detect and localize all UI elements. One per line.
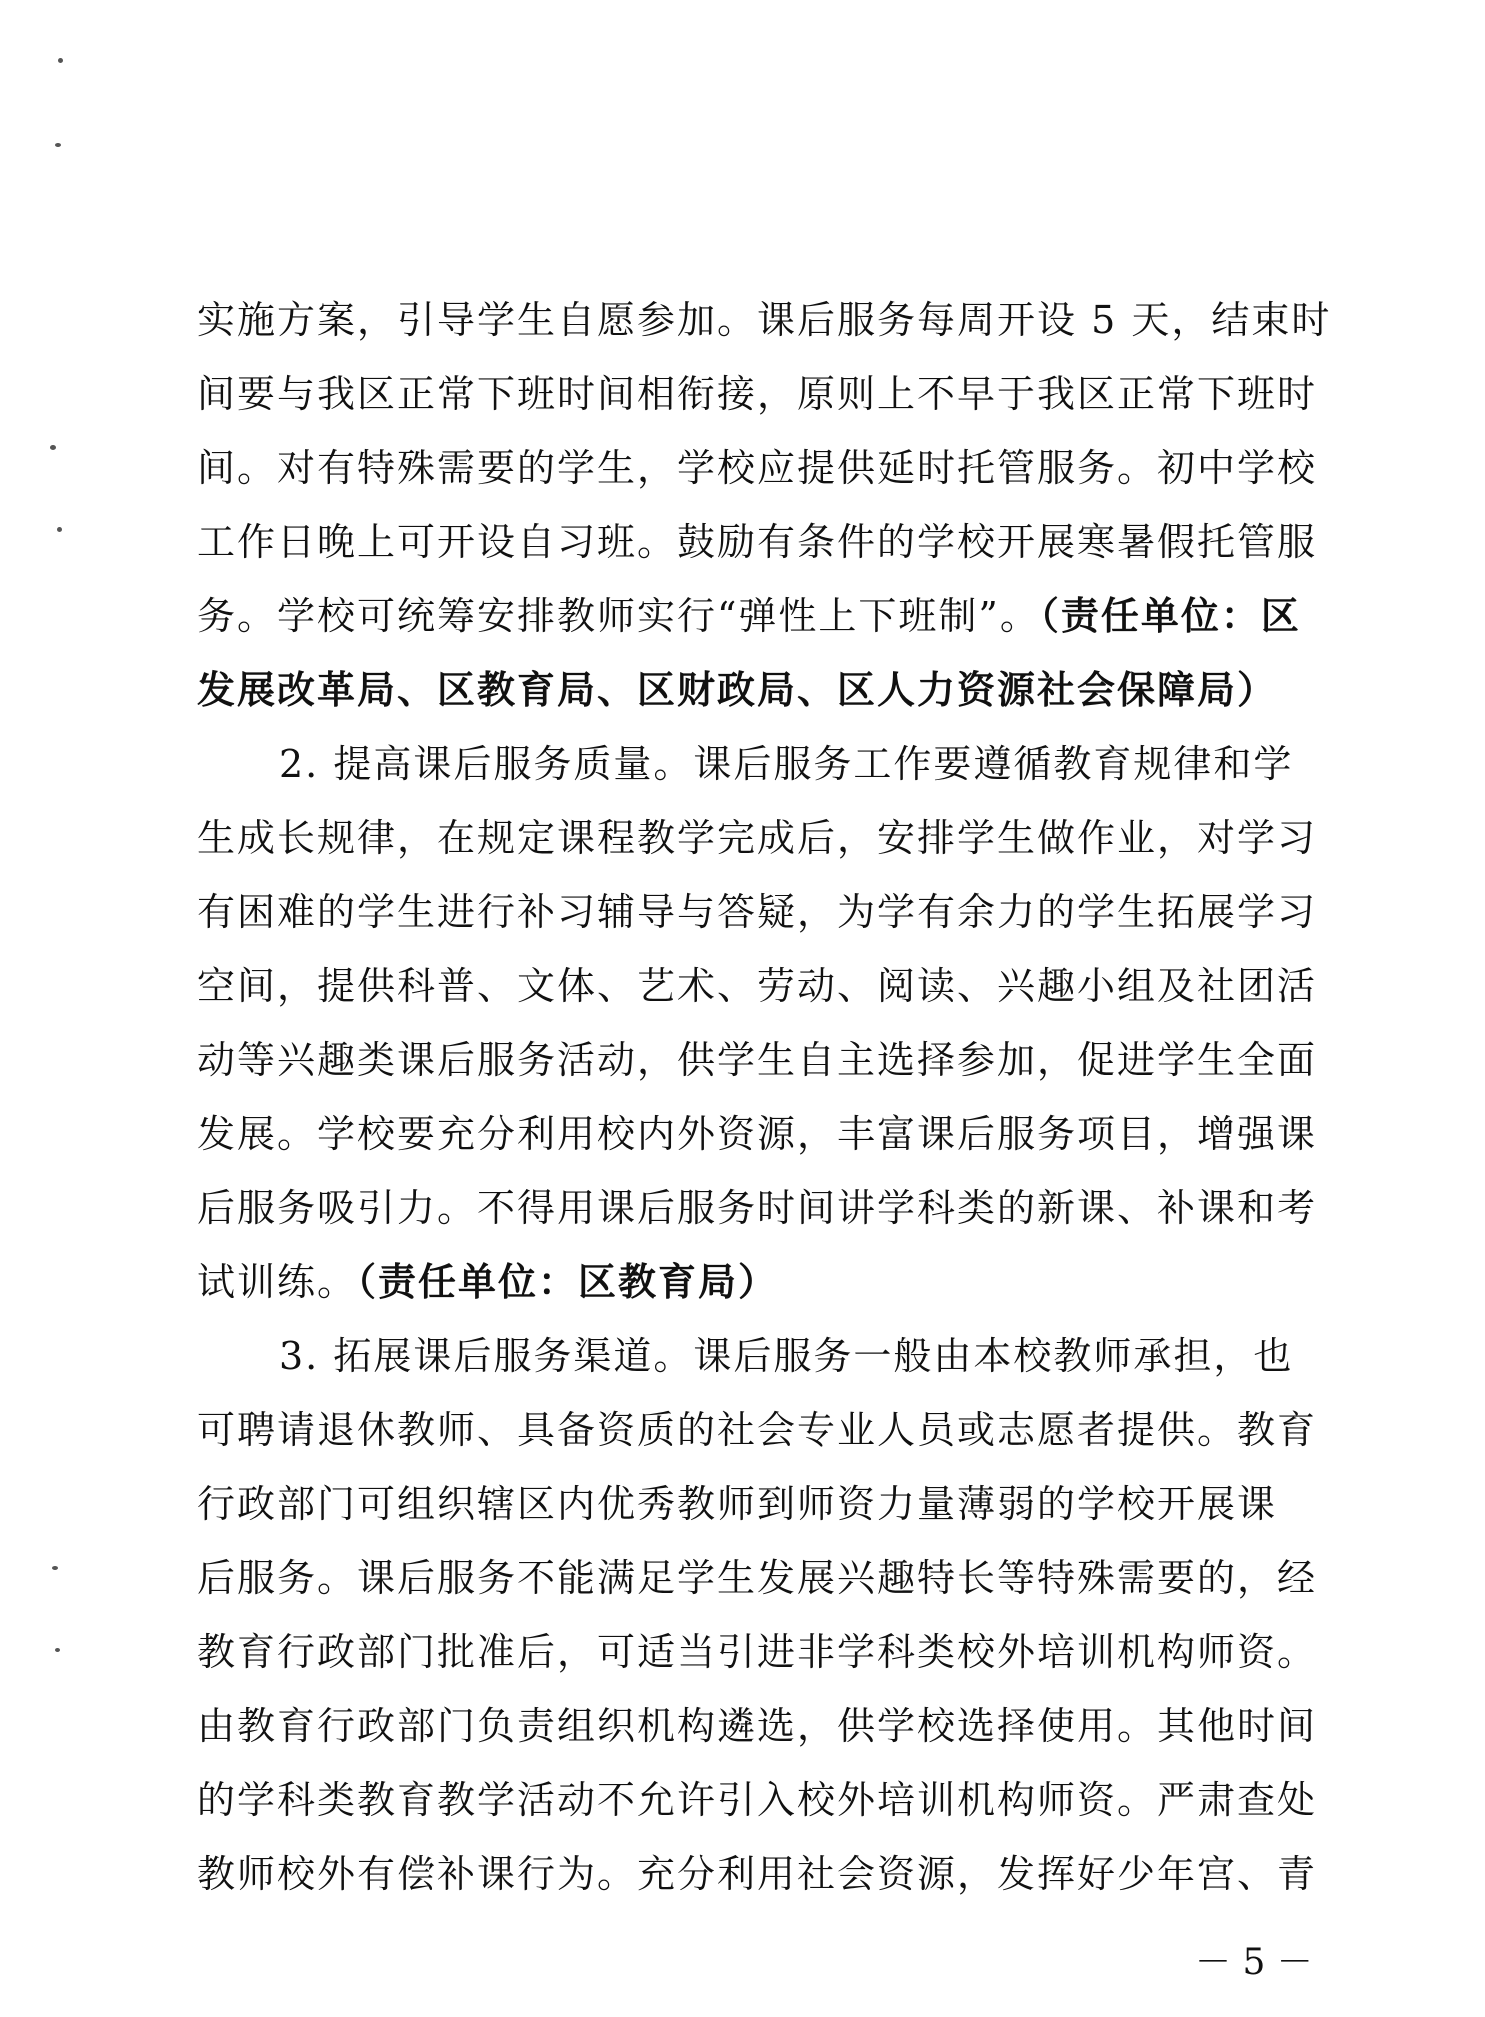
text-line: 有困难的学生进行补习辅导与答疑，为学有余力的学生拓展学习 (197, 890, 1318, 934)
text-line: 2. 提高课后服务质量。课后服务工作要遵循教育规律和学 (279, 742, 1294, 786)
text-line: 空间，提供科普、文体、艺术、劳动、阅读、兴趣小组及社团活 (197, 964, 1318, 1008)
scan-speck (52, 1566, 58, 1570)
text-line: 教师校外有偿补课行为。充分利用社会资源，发挥好少年宫、青 (197, 1852, 1318, 1896)
text-line: 生成长规律，在规定课程教学完成后，安排学生做作业，对学习 (197, 816, 1318, 860)
text-line: 动等兴趣类课后服务活动，供学生自主选择参加，促进学生全面 (197, 1038, 1318, 1082)
text-line: 的学科类教育教学活动不允许引入校外培训机构师资。严肃查处 (197, 1778, 1318, 1822)
text-line (197, 579, 1301, 653)
scan-speck (50, 445, 56, 450)
scan-speck (58, 58, 63, 63)
text-line (197, 1245, 1297, 1319)
text-line: 教育行政部门批准后，可适当引进非学科类校外培训机构师资。 (197, 1630, 1318, 1674)
text-line: 间。对有特殊需要的学生，学校应提供延时托管服务。初中学校 (197, 446, 1318, 490)
text-line: 后服务。课后服务不能满足学生发展兴趣特长等特殊需要的，经 (197, 1556, 1318, 1600)
text-segment: 试训练。 (197, 1260, 358, 1304)
body-text (197, 283, 1332, 1911)
text-line: 由教育行政部门负责组织机构遴选，供学校选择使用。其他时间 (197, 1704, 1318, 1748)
responsibility-note: （责任单位：区教育局） (357, 1259, 779, 1304)
text-line: 可聘请退休教师、具备资质的社会专业人员或志愿者提供。教育 (197, 1408, 1318, 1452)
text-line: 间要与我区正常下班时间相衔接，原则上不早于我区正常下班时 (197, 372, 1318, 416)
text-line: 3. 拓展课后服务渠道。课后服务一般由本校教师承担，也 (279, 1334, 1294, 1378)
scan-speck (55, 1648, 60, 1652)
text-line: 行政部门可组织辖区内优秀教师到师资力量薄弱的学校开展课 (197, 1482, 1278, 1526)
text-line: 实施方案，引导学生自愿参加。课后服务每周开设 5 天，结束时 (197, 298, 1332, 342)
text-line: 后服务吸引力。不得用课后服务时间讲学科类的新课、补课和考 (197, 1186, 1318, 1230)
text-line: 工作日晚上可开设自习班。鼓励有条件的学校开展寒暑假托管服 (197, 520, 1318, 564)
responsibility-note: （责任单位：区 (1039, 593, 1301, 638)
text-segment: 务。学校可统筹安排教师实行“弹性上下班制”。 (197, 594, 1040, 638)
text-line: 发展。学校要充分利用校内外资源，丰富课后服务项目，增强课 (197, 1112, 1318, 1156)
text-line: 发展改革局、区教育局、区财政局、区人力资源社会保障局） (197, 667, 1278, 712)
scan-speck (55, 143, 61, 147)
scan-speck (57, 527, 62, 532)
page-number: － 5 － (1195, 1942, 1313, 1983)
